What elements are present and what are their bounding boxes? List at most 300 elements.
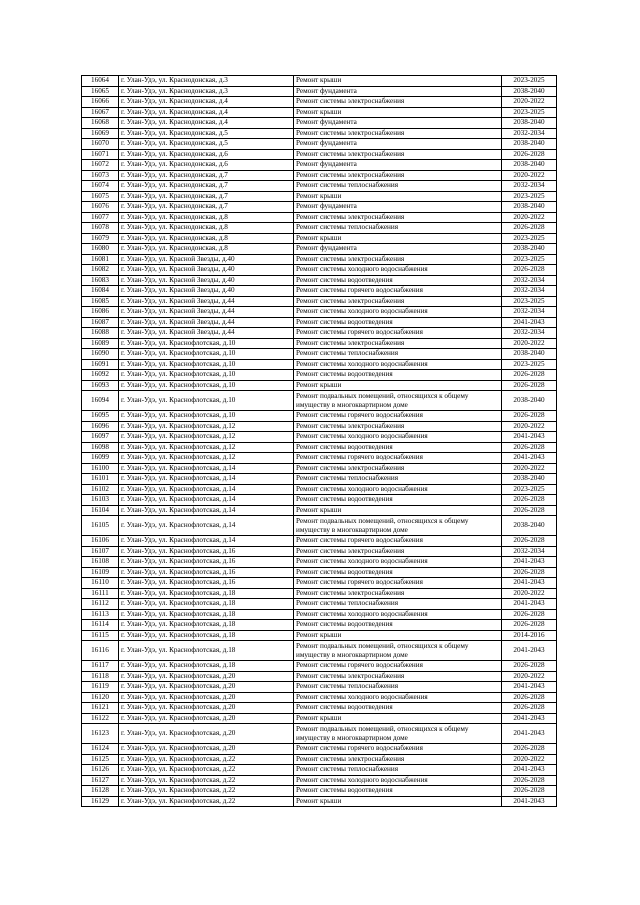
row-number: 16091 <box>82 359 119 370</box>
period-cell: 2014-2016 <box>502 630 557 641</box>
work-type-cell: Ремонт крыши <box>294 107 502 118</box>
period-cell: 2032-2034 <box>502 275 557 286</box>
work-type-cell: Ремонт системы горячего водоснабжения <box>294 661 502 672</box>
row-number: 16115 <box>82 630 119 641</box>
table-row <box>82 296 557 307</box>
address-cell: г. Улан-Удэ, ул. Красной Звезды, д.44 <box>119 328 294 339</box>
row-number: 16077 <box>82 212 119 223</box>
period-cell: 2026-2028 <box>502 411 557 422</box>
row-number: 16065 <box>82 86 119 97</box>
row-number: 16106 <box>82 536 119 547</box>
row-number: 16090 <box>82 349 119 360</box>
period-cell: 2026-2028 <box>502 223 557 234</box>
work-type-cell: Ремонт системы электроснабжения <box>294 296 502 307</box>
row-number: 16079 <box>82 233 119 244</box>
row-number: 16107 <box>82 546 119 557</box>
work-type-cell: Ремонт системы горячего водоснабжения <box>294 536 502 547</box>
period-cell: 2026-2028 <box>502 505 557 516</box>
address-cell: г. Улан-Удэ, ул. Краснофлотская, д.12 <box>119 453 294 464</box>
row-number: 16086 <box>82 307 119 318</box>
row-number: 16128 <box>82 786 119 797</box>
address-cell: г. Улан-Удэ, ул. Краснофлотская, д.14 <box>119 516 294 536</box>
row-number: 16097 <box>82 432 119 443</box>
table-row <box>82 536 557 547</box>
work-type-cell: Ремонт крыши <box>294 796 502 807</box>
work-type-cell: Ремонт системы электроснабжения <box>294 754 502 765</box>
row-number: 16119 <box>82 682 119 693</box>
work-type-cell: Ремонт крыши <box>294 630 502 641</box>
address-cell: г. Улан-Удэ, ул. Краснофлотская, д.20 <box>119 713 294 724</box>
table-row <box>82 223 557 234</box>
work-type-cell: Ремонт системы электроснабжения <box>294 212 502 223</box>
work-type-cell: Ремонт системы водоотведения <box>294 495 502 506</box>
table-row <box>82 307 557 318</box>
period-cell: 2026-2028 <box>502 380 557 391</box>
row-number: 16129 <box>82 796 119 807</box>
row-number: 16120 <box>82 692 119 703</box>
table-row <box>82 380 557 391</box>
period-cell: 2026-2028 <box>502 786 557 797</box>
work-type-cell: Ремонт подвальных помещений, относящихся к общему имуществу в многоквартирном доме <box>294 391 502 411</box>
row-number: 16089 <box>82 338 119 349</box>
period-cell: 2023-2025 <box>502 191 557 202</box>
row-number: 16124 <box>82 744 119 755</box>
work-type-cell: Ремонт системы водоотведения <box>294 442 502 453</box>
period-cell: 2020-2022 <box>502 338 557 349</box>
row-number: 16066 <box>82 97 119 108</box>
period-cell: 2026-2028 <box>502 567 557 578</box>
work-type-cell: Ремонт фундамента <box>294 118 502 129</box>
row-number: 16100 <box>82 463 119 474</box>
table-row <box>82 212 557 223</box>
work-type-cell: Ремонт системы горячего водоснабжения <box>294 328 502 339</box>
table-row <box>82 557 557 568</box>
work-type-cell: Ремонт системы электроснабжения <box>294 254 502 265</box>
row-number: 16104 <box>82 505 119 516</box>
table-row <box>82 411 557 422</box>
table-row <box>82 181 557 192</box>
address-cell: г. Улан-Удэ, ул. Краснофлотская, д.18 <box>119 630 294 641</box>
period-cell: 2041-2043 <box>502 557 557 568</box>
table-row <box>82 495 557 506</box>
table-row <box>82 796 557 807</box>
work-type-cell: Ремонт крыши <box>294 191 502 202</box>
work-type-cell: Ремонт системы теплоснабжения <box>294 223 502 234</box>
table-row <box>82 421 557 432</box>
row-number: 16102 <box>82 484 119 495</box>
period-cell: 2032-2034 <box>502 181 557 192</box>
address-cell: г. Улан-Удэ, ул. Краснофлотская, д.14 <box>119 536 294 547</box>
address-cell: г. Улан-Удэ, ул. Краснофлотская, д.14 <box>119 463 294 474</box>
work-type-cell: Ремонт системы холодного водоснабжения <box>294 692 502 703</box>
work-type-cell: Ремонт системы теплоснабжения <box>294 181 502 192</box>
row-number: 16073 <box>82 170 119 181</box>
table-row <box>82 107 557 118</box>
row-number: 16064 <box>82 76 119 87</box>
period-cell: 2020-2022 <box>502 212 557 223</box>
table-row <box>82 275 557 286</box>
row-number: 16108 <box>82 557 119 568</box>
address-cell: г. Улан-Удэ, ул. Краснофлотская, д.16 <box>119 557 294 568</box>
row-number: 16070 <box>82 139 119 150</box>
address-cell: г. Улан-Удэ, ул. Красной Звезды, д.40 <box>119 265 294 276</box>
row-number: 16114 <box>82 620 119 631</box>
address-cell: г. Улан-Удэ, ул. Красной Звезды, д.40 <box>119 286 294 297</box>
work-type-cell: Ремонт фундамента <box>294 160 502 171</box>
table-row <box>82 118 557 129</box>
row-number: 16110 <box>82 578 119 589</box>
table-row <box>82 453 557 464</box>
period-cell: 2041-2043 <box>502 453 557 464</box>
period-cell: 2038-2040 <box>502 160 557 171</box>
table-row <box>82 682 557 693</box>
table-row <box>82 233 557 244</box>
work-type-cell: Ремонт системы холодного водоснабжения <box>294 432 502 443</box>
row-number: 16112 <box>82 599 119 610</box>
table-row <box>82 546 557 557</box>
row-number: 16125 <box>82 754 119 765</box>
table-row <box>82 671 557 682</box>
row-number: 16094 <box>82 391 119 411</box>
period-cell: 2032-2034 <box>502 286 557 297</box>
table-row <box>82 139 557 150</box>
address-cell: г. Улан-Удэ, ул. Краснофлотская, д.10 <box>119 411 294 422</box>
table-row <box>82 317 557 328</box>
row-number: 16072 <box>82 160 119 171</box>
work-type-cell: Ремонт системы электроснабжения <box>294 128 502 139</box>
work-type-cell: Ремонт системы электроснабжения <box>294 170 502 181</box>
address-cell: г. Улан-Удэ, ул. Краснофлотская, д.18 <box>119 599 294 610</box>
period-cell: 2038-2040 <box>502 391 557 411</box>
address-cell: г. Улан-Удэ, ул. Краснофлотская, д.10 <box>119 391 294 411</box>
table-row <box>82 630 557 641</box>
row-number: 16121 <box>82 703 119 714</box>
period-cell: 2023-2025 <box>502 76 557 87</box>
repair-schedule-table <box>81 75 557 807</box>
work-type-cell: Ремонт системы холодного водоснабжения <box>294 609 502 620</box>
table-row <box>82 128 557 139</box>
table-row <box>82 244 557 255</box>
address-cell: г. Улан-Удэ, ул. Краснофлотская, д.18 <box>119 609 294 620</box>
period-cell: 2020-2022 <box>502 421 557 432</box>
table-row <box>82 609 557 620</box>
period-cell: 2023-2025 <box>502 254 557 265</box>
work-type-cell: Ремонт системы водоотведения <box>294 317 502 328</box>
row-number: 16078 <box>82 223 119 234</box>
address-cell: г. Улан-Удэ, ул. Краснодонская, д.4 <box>119 107 294 118</box>
row-number: 16126 <box>82 765 119 776</box>
row-number: 16085 <box>82 296 119 307</box>
work-type-cell: Ремонт фундамента <box>294 139 502 150</box>
table-row <box>82 765 557 776</box>
address-cell: г. Улан-Удэ, ул. Краснофлотская, д.18 <box>119 641 294 661</box>
table-row <box>82 641 557 661</box>
period-cell: 2041-2043 <box>502 713 557 724</box>
period-cell: 2041-2043 <box>502 599 557 610</box>
period-cell: 2041-2043 <box>502 724 557 744</box>
period-cell: 2026-2028 <box>502 775 557 786</box>
address-cell: г. Улан-Удэ, ул. Краснофлотская, д.20 <box>119 703 294 714</box>
table-row <box>82 744 557 755</box>
period-cell: 2026-2028 <box>502 661 557 672</box>
row-number: 16101 <box>82 474 119 485</box>
row-number: 16117 <box>82 661 119 672</box>
table-row <box>82 463 557 474</box>
address-cell: г. Улан-Удэ, ул. Краснодонская, д.8 <box>119 212 294 223</box>
row-number: 16083 <box>82 275 119 286</box>
period-cell: 2026-2028 <box>502 149 557 160</box>
period-cell: 2026-2028 <box>502 536 557 547</box>
row-number: 16093 <box>82 380 119 391</box>
address-cell: г. Улан-Удэ, ул. Краснофлотская, д.10 <box>119 338 294 349</box>
address-cell: г. Улан-Удэ, ул. Краснодонская, д.7 <box>119 181 294 192</box>
work-type-cell: Ремонт системы электроснабжения <box>294 421 502 432</box>
row-number: 16098 <box>82 442 119 453</box>
table-row <box>82 370 557 381</box>
table-row <box>82 661 557 672</box>
address-cell: г. Улан-Удэ, ул. Краснофлотская, д.14 <box>119 484 294 495</box>
address-cell: г. Улан-Удэ, ул. Краснодонская, д.8 <box>119 223 294 234</box>
work-type-cell: Ремонт системы теплоснабжения <box>294 682 502 693</box>
address-cell: г. Улан-Удэ, ул. Краснофлотская, д.12 <box>119 432 294 443</box>
address-cell: г. Улан-Удэ, ул. Краснофлотская, д.14 <box>119 474 294 485</box>
work-type-cell: Ремонт системы водоотведения <box>294 703 502 714</box>
period-cell: 2020-2022 <box>502 671 557 682</box>
period-cell: 2038-2040 <box>502 86 557 97</box>
row-number: 16074 <box>82 181 119 192</box>
address-cell: г. Улан-Удэ, ул. Краснофлотская, д.12 <box>119 442 294 453</box>
period-cell: 2023-2025 <box>502 233 557 244</box>
work-type-cell: Ремонт системы электроснабжения <box>294 463 502 474</box>
period-cell: 2038-2040 <box>502 244 557 255</box>
period-cell: 2020-2022 <box>502 754 557 765</box>
address-cell: г. Улан-Удэ, ул. Краснофлотская, д.22 <box>119 765 294 776</box>
table-row <box>82 516 557 536</box>
address-cell: г. Улан-Удэ, ул. Краснофлотская, д.18 <box>119 620 294 631</box>
period-cell: 2041-2043 <box>502 317 557 328</box>
period-cell: 2041-2043 <box>502 641 557 661</box>
address-cell: г. Улан-Удэ, ул. Краснофлотская, д.12 <box>119 421 294 432</box>
work-type-cell: Ремонт системы теплоснабжения <box>294 349 502 360</box>
address-cell: г. Улан-Удэ, ул. Краснодонская, д.3 <box>119 86 294 97</box>
table-row <box>82 97 557 108</box>
address-cell: г. Улан-Удэ, ул. Краснофлотская, д.10 <box>119 359 294 370</box>
address-cell: г. Улан-Удэ, ул. Краснофлотская, д.14 <box>119 505 294 516</box>
table-row <box>82 724 557 744</box>
work-type-cell: Ремонт системы теплоснабжения <box>294 474 502 485</box>
row-number: 16113 <box>82 609 119 620</box>
address-cell: г. Улан-Удэ, ул. Краснофлотская, д.18 <box>119 588 294 599</box>
row-number: 16095 <box>82 411 119 422</box>
period-cell: 2020-2022 <box>502 588 557 599</box>
period-cell: 2038-2040 <box>502 474 557 485</box>
table-row <box>82 338 557 349</box>
work-type-cell: Ремонт системы водоотведения <box>294 620 502 631</box>
address-cell: г. Улан-Удэ, ул. Краснофлотская, д.10 <box>119 349 294 360</box>
table-row <box>82 620 557 631</box>
row-number: 16084 <box>82 286 119 297</box>
work-type-cell: Ремонт подвальных помещений, относящихся к общему имуществу в многоквартирном доме <box>294 516 502 536</box>
address-cell: г. Улан-Удэ, ул. Краснодонская, д.3 <box>119 76 294 87</box>
row-number: 16096 <box>82 421 119 432</box>
work-type-cell: Ремонт системы водоотведения <box>294 370 502 381</box>
row-number: 16127 <box>82 775 119 786</box>
address-cell: г. Улан-Удэ, ул. Краснодонская, д.6 <box>119 160 294 171</box>
period-cell: 2023-2025 <box>502 359 557 370</box>
table-row <box>82 578 557 589</box>
address-cell: г. Улан-Удэ, ул. Краснофлотская, д.22 <box>119 786 294 797</box>
period-cell: 2038-2040 <box>502 202 557 213</box>
work-type-cell: Ремонт системы электроснабжения <box>294 97 502 108</box>
table-row <box>82 599 557 610</box>
period-cell: 2020-2022 <box>502 463 557 474</box>
row-number: 16075 <box>82 191 119 202</box>
row-number: 16118 <box>82 671 119 682</box>
table-row <box>82 254 557 265</box>
table-row <box>82 442 557 453</box>
row-number: 16076 <box>82 202 119 213</box>
address-cell: г. Улан-Удэ, ул. Красной Звезды, д.44 <box>119 307 294 318</box>
row-number: 16103 <box>82 495 119 506</box>
period-cell: 2038-2040 <box>502 139 557 150</box>
row-number: 16067 <box>82 107 119 118</box>
period-cell: 2032-2034 <box>502 307 557 318</box>
work-type-cell: Ремонт системы горячего водоснабжения <box>294 411 502 422</box>
work-type-cell: Ремонт системы электроснабжения <box>294 588 502 599</box>
work-type-cell: Ремонт подвальных помещений, относящихся к общему имуществу в многоквартирном доме <box>294 641 502 661</box>
period-cell: 2023-2025 <box>502 107 557 118</box>
address-cell: г. Улан-Удэ, ул. Краснофлотская, д.22 <box>119 775 294 786</box>
address-cell: г. Улан-Удэ, ул. Красной Звезды, д.44 <box>119 317 294 328</box>
table-row <box>82 286 557 297</box>
row-number: 16082 <box>82 265 119 276</box>
work-type-cell: Ремонт системы водоотведения <box>294 786 502 797</box>
table-row <box>82 202 557 213</box>
address-cell: г. Улан-Удэ, ул. Краснодонская, д.4 <box>119 118 294 129</box>
period-cell: 2026-2028 <box>502 692 557 703</box>
period-cell: 2026-2028 <box>502 370 557 381</box>
work-type-cell: Ремонт системы теплоснабжения <box>294 765 502 776</box>
work-type-cell: Ремонт системы холодного водоснабжения <box>294 484 502 495</box>
period-cell: 2038-2040 <box>502 349 557 360</box>
work-type-cell: Ремонт системы теплоснабжения <box>294 599 502 610</box>
row-number: 16109 <box>82 567 119 578</box>
work-type-cell: Ремонт крыши <box>294 713 502 724</box>
period-cell: 2026-2028 <box>502 744 557 755</box>
address-cell: г. Улан-Удэ, ул. Краснофлотская, д.20 <box>119 692 294 703</box>
row-number: 16081 <box>82 254 119 265</box>
row-number: 16123 <box>82 724 119 744</box>
address-cell: г. Улан-Удэ, ул. Краснодонская, д.6 <box>119 149 294 160</box>
period-cell: 2038-2040 <box>502 516 557 536</box>
work-type-cell: Ремонт системы электроснабжения <box>294 149 502 160</box>
table-row <box>82 170 557 181</box>
address-cell: г. Улан-Удэ, ул. Краснодонская, д.4 <box>119 97 294 108</box>
row-number: 16071 <box>82 149 119 160</box>
table-row <box>82 149 557 160</box>
period-cell: 2020-2022 <box>502 170 557 181</box>
address-cell: г. Улан-Удэ, ул. Краснофлотская, д.16 <box>119 546 294 557</box>
period-cell: 2026-2028 <box>502 703 557 714</box>
address-cell: г. Улан-Удэ, ул. Краснодонская, д.7 <box>119 170 294 181</box>
table-row <box>82 76 557 87</box>
table-row <box>82 474 557 485</box>
work-type-cell: Ремонт фундамента <box>294 202 502 213</box>
row-number: 16105 <box>82 516 119 536</box>
work-type-cell: Ремонт системы электроснабжения <box>294 546 502 557</box>
period-cell: 2041-2043 <box>502 682 557 693</box>
period-cell: 2038-2040 <box>502 118 557 129</box>
table-row <box>82 265 557 276</box>
period-cell: 2041-2043 <box>502 432 557 443</box>
table-row <box>82 703 557 714</box>
address-cell: г. Улан-Удэ, ул. Краснодонская, д.7 <box>119 191 294 202</box>
table-row <box>82 505 557 516</box>
row-number: 16069 <box>82 128 119 139</box>
period-cell: 2026-2028 <box>502 265 557 276</box>
row-number: 16087 <box>82 317 119 328</box>
period-cell: 2032-2034 <box>502 546 557 557</box>
address-cell: г. Улан-Удэ, ул. Красной Звезды, д.40 <box>119 254 294 265</box>
table-row <box>82 754 557 765</box>
address-cell: г. Улан-Удэ, ул. Красной Звезды, д.44 <box>119 296 294 307</box>
row-number: 16068 <box>82 118 119 129</box>
address-cell: г. Улан-Удэ, ул. Краснодонская, д.7 <box>119 202 294 213</box>
row-number: 16088 <box>82 328 119 339</box>
table-row <box>82 713 557 724</box>
address-cell: г. Улан-Удэ, ул. Краснофлотская, д.22 <box>119 754 294 765</box>
work-type-cell: Ремонт системы холодного водоснабжения <box>294 307 502 318</box>
work-type-cell: Ремонт фундамента <box>294 86 502 97</box>
address-cell: г. Улан-Удэ, ул. Краснодонская, д.5 <box>119 139 294 150</box>
row-number: 16092 <box>82 370 119 381</box>
address-cell: г. Улан-Удэ, ул. Краснофлотская, д.20 <box>119 682 294 693</box>
table-row <box>82 191 557 202</box>
work-type-cell: Ремонт крыши <box>294 76 502 87</box>
period-cell: 2026-2028 <box>502 442 557 453</box>
address-cell: г. Улан-Удэ, ул. Краснофлотская, д.20 <box>119 724 294 744</box>
work-type-cell: Ремонт фундамента <box>294 244 502 255</box>
work-type-cell: Ремонт системы горячего водоснабжения <box>294 286 502 297</box>
work-type-cell: Ремонт крыши <box>294 233 502 244</box>
address-cell: г. Улан-Удэ, ул. Краснофлотская, д.22 <box>119 796 294 807</box>
table-row <box>82 391 557 411</box>
table-row <box>82 432 557 443</box>
table-row <box>82 567 557 578</box>
period-cell: 2041-2043 <box>502 578 557 589</box>
address-cell: г. Улан-Удэ, ул. Краснофлотская, д.20 <box>119 744 294 755</box>
table-row <box>82 160 557 171</box>
table-row <box>82 786 557 797</box>
period-cell: 2041-2043 <box>502 765 557 776</box>
address-cell: г. Улан-Удэ, ул. Краснодонская, д.8 <box>119 244 294 255</box>
table-body <box>82 76 557 807</box>
work-type-cell: Ремонт системы холодного водоснабжения <box>294 557 502 568</box>
table-row <box>82 359 557 370</box>
table-row <box>82 328 557 339</box>
work-type-cell: Ремонт системы водоотведения <box>294 275 502 286</box>
address-cell: г. Улан-Удэ, ул. Краснофлотская, д.10 <box>119 380 294 391</box>
row-number: 16116 <box>82 641 119 661</box>
work-type-cell: Ремонт системы холодного водоснабжения <box>294 359 502 370</box>
table-row <box>82 349 557 360</box>
address-cell: г. Улан-Удэ, ул. Краснодонская, д.5 <box>119 128 294 139</box>
work-type-cell: Ремонт подвальных помещений, относящихся к общему имуществу в многоквартирном доме <box>294 724 502 744</box>
work-type-cell: Ремонт крыши <box>294 505 502 516</box>
address-cell: г. Улан-Удэ, ул. Краснофлотская, д.16 <box>119 567 294 578</box>
period-cell: 2023-2025 <box>502 484 557 495</box>
period-cell: 2026-2028 <box>502 495 557 506</box>
